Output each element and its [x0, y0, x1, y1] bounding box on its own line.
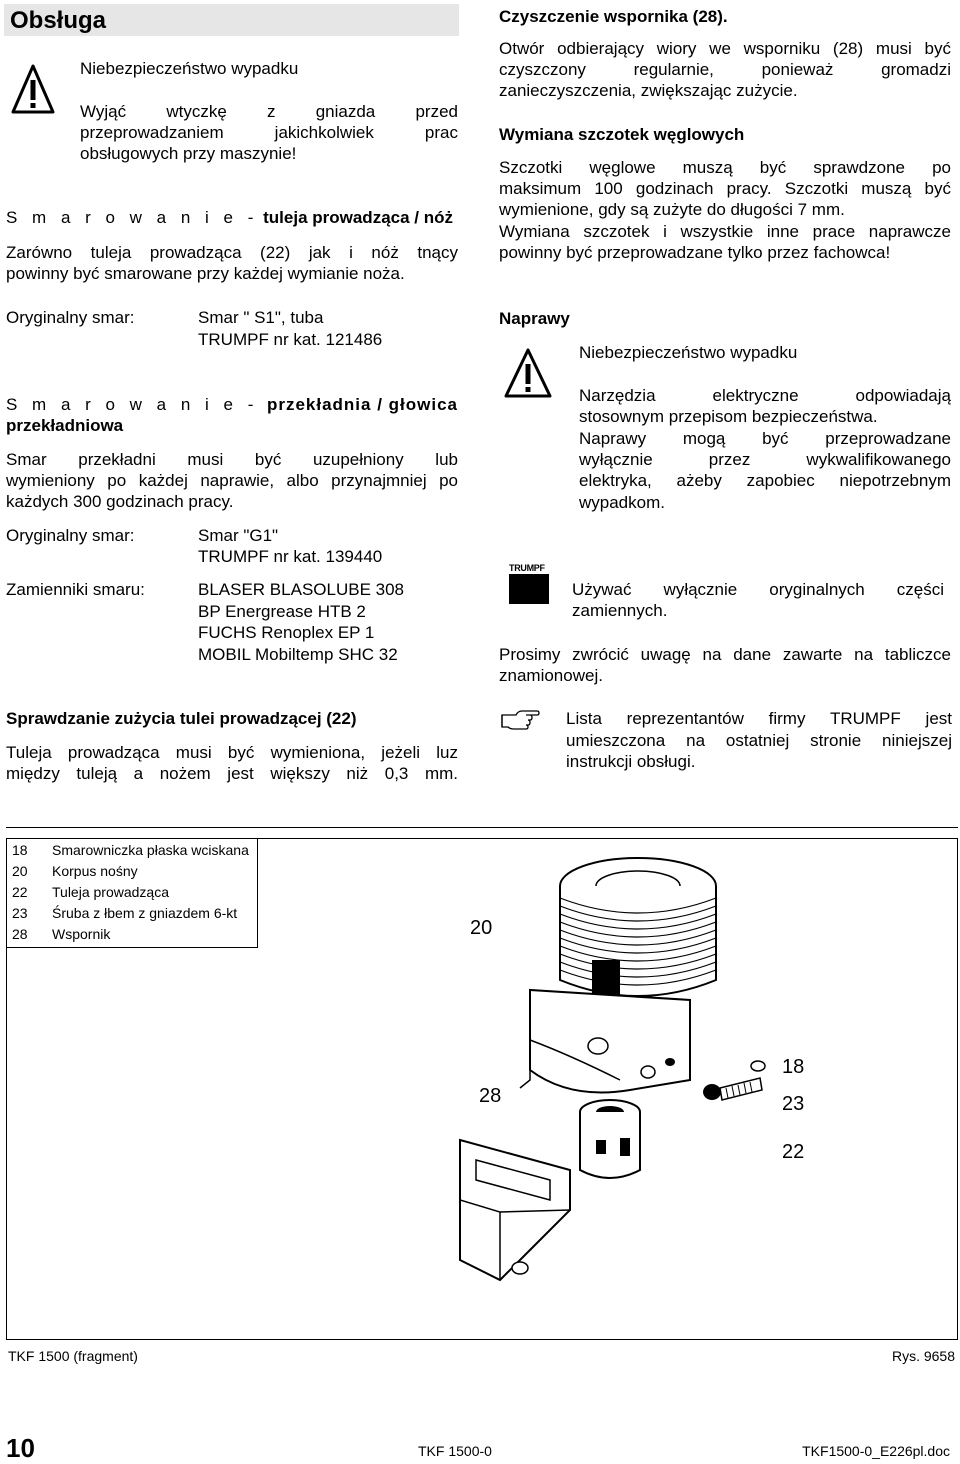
warning-line: Naprawy mogą być przeprowadzane	[579, 429, 951, 448]
callout-label: 23	[782, 1093, 805, 1115]
paragraph-line: Prosimy zwrócić uwagę na dane zawarte na tabliczce	[499, 645, 951, 664]
paragraph-line: Tuleja prowadząca musi być wymieniona, jeżeli luz	[6, 743, 458, 762]
heading-spaced: S m a r o w a n i e -	[6, 395, 259, 414]
warning-title: Niebezpieczeństwo wypadku	[80, 59, 299, 78]
paragraph-line: Otwór odbierający wiory we wsporniku (28) musi być	[499, 39, 951, 58]
paragraph-line: czyszczony regularnie, ponieważ gromadzi	[499, 60, 951, 79]
heading-spaced: S m a r o w a n i e -	[6, 208, 259, 227]
paragraph-line: zanieczyszczenia, zwiększając zużycie.	[499, 81, 798, 100]
warning-title: Niebezpieczeństwo wypadku	[579, 343, 798, 362]
trumpf-logo	[509, 563, 549, 604]
substitute-grease-item: MOBIL Mobiltemp SHC 32	[198, 645, 398, 664]
original-grease-value: Smar "G1"	[198, 526, 279, 545]
paragraph-line: każdych 300 godzinach pracy.	[6, 492, 234, 511]
warning-triangle-icon	[503, 346, 553, 400]
section-header	[4, 4, 459, 36]
paragraph-line: powinny być smarowane przy każdej wymianie noża.	[6, 264, 405, 283]
callout-label: 20	[470, 917, 493, 939]
original-grease-label: Oryginalny smar:	[6, 308, 135, 327]
original-grease-label: Oryginalny smar:	[6, 526, 135, 545]
paragraph-line: instrukcji obsługi.	[566, 752, 696, 771]
footer-filename: TKF1500-0_E226pl.doc	[802, 1443, 950, 1459]
warning-line: Narzędzia elektryczne odpowiadają	[579, 386, 951, 405]
pointing-hand-icon	[500, 705, 540, 736]
paragraph-line: między tuleją a nożem jest większy niż 0,3 mm.	[6, 764, 458, 783]
substitute-grease-item: FUCHS Renoplex EP 1	[198, 623, 375, 642]
legend-item: 20 Korpus nośny	[12, 863, 138, 879]
warning-line: wyłącznie przez wykwalifikowanego	[579, 450, 951, 469]
support-body-part	[520, 858, 716, 1093]
paragraph-line: maksimum 100 godzinach pracy. Szczotki muszą być	[499, 179, 951, 198]
section-heading: Wymiana szczotek węglowych	[499, 125, 745, 144]
original-grease-value: Smar " S1", tuba	[198, 308, 324, 327]
substitute-grease-item: BP Energrease HTB 2	[198, 602, 366, 621]
legend-item: 22 Tuleja prowadząca	[12, 884, 169, 900]
warning-line: przeprowadzaniem jakichkolwiek prac	[80, 123, 458, 142]
footer-center: TKF 1500-0	[418, 1443, 492, 1459]
legend-item: 18 Smarowniczka płaska wciskana	[12, 842, 249, 858]
logo-text: TRUMPF	[509, 563, 545, 573]
section-heading: Czyszczenie wspornika (28).	[499, 7, 728, 26]
paragraph-line: znamionowej.	[499, 666, 603, 685]
callout-label: 18	[782, 1056, 805, 1078]
paragraph-line: Używać wyłącznie oryginalnych części	[572, 580, 944, 599]
heading-rest: przekładnia / głowica	[266, 395, 458, 414]
divider	[6, 827, 958, 828]
callout-label: 22	[782, 1141, 805, 1163]
paragraph-line: Wymiana szczotek i wszystkie inne prace naprawcze	[499, 222, 951, 241]
paragraph-line: wymieniony po każdej naprawie, albo przynajmniej po	[6, 471, 458, 490]
warning-line: Wyjąć wtyczkę z gniazda przed	[80, 102, 458, 121]
legend-item: 23 Śruba z łbem z gniazdem 6-kt	[12, 905, 238, 921]
section-title: Obsługa	[10, 7, 107, 34]
section-heading	[6, 394, 458, 415]
warning-line: wypadkom.	[579, 493, 665, 512]
warning-line: elektryka, ażeby zapobiec niepotrzebnym	[579, 471, 951, 490]
warning-triangle-icon	[10, 62, 56, 116]
heading-rest: tuleja prowadząca / nóż	[263, 208, 453, 227]
paragraph-line: Smar przekładni musi być uzupełniony lub	[6, 450, 458, 469]
paragraph-line: powinny być przeprowadzane tylko przez fachowca!	[499, 243, 891, 262]
figure-number: Rys. 9658	[891, 1348, 955, 1364]
paragraph-line: umieszczona na ostatniej stronie niniejszej	[566, 731, 952, 750]
paragraph-line: Szczotki węglowe muszą być sprawdzone po	[499, 158, 951, 177]
section-heading	[6, 207, 453, 228]
original-grease-value: TRUMPF nr kat. 121486	[198, 330, 383, 349]
original-grease-value: TRUMPF nr kat. 139440	[198, 547, 383, 566]
paragraph-line: wymienione, gdy są zużyte do długości 7 mm.	[499, 200, 845, 219]
heading-rest: przekładniowa	[6, 416, 124, 435]
figure-legend	[6, 838, 258, 948]
callout-label: 28	[479, 1085, 502, 1107]
warning-line: stosownym przepisom bezpieczeństwa.	[579, 407, 878, 426]
section-heading: Sprawdzanie zużycia tulei prowadzącej (22)	[6, 709, 357, 728]
paragraph-line: Lista reprezentantów firmy TRUMPF jest	[566, 709, 952, 728]
legend-item: 28 Wspornik	[12, 926, 111, 942]
section-heading: Naprawy	[499, 309, 570, 328]
substitute-grease-label: Zamienniki smaru:	[6, 580, 145, 599]
warning-line: obsługowych przy maszynie!	[80, 144, 297, 163]
guide-bushing-part	[580, 1100, 640, 1178]
figure-caption: TKF 1500 (fragment)	[8, 1348, 138, 1364]
paragraph-line: zamiennych.	[572, 601, 668, 620]
paragraph-line: Zarówno tuleja prowadząca (22) jak i nóż tnący	[6, 243, 458, 262]
page-number: 10	[6, 1433, 35, 1463]
screw-part	[703, 1061, 765, 1100]
bracket-part	[460, 1140, 570, 1280]
substitute-grease-item: BLASER BLASOLUBE 308	[198, 580, 405, 599]
